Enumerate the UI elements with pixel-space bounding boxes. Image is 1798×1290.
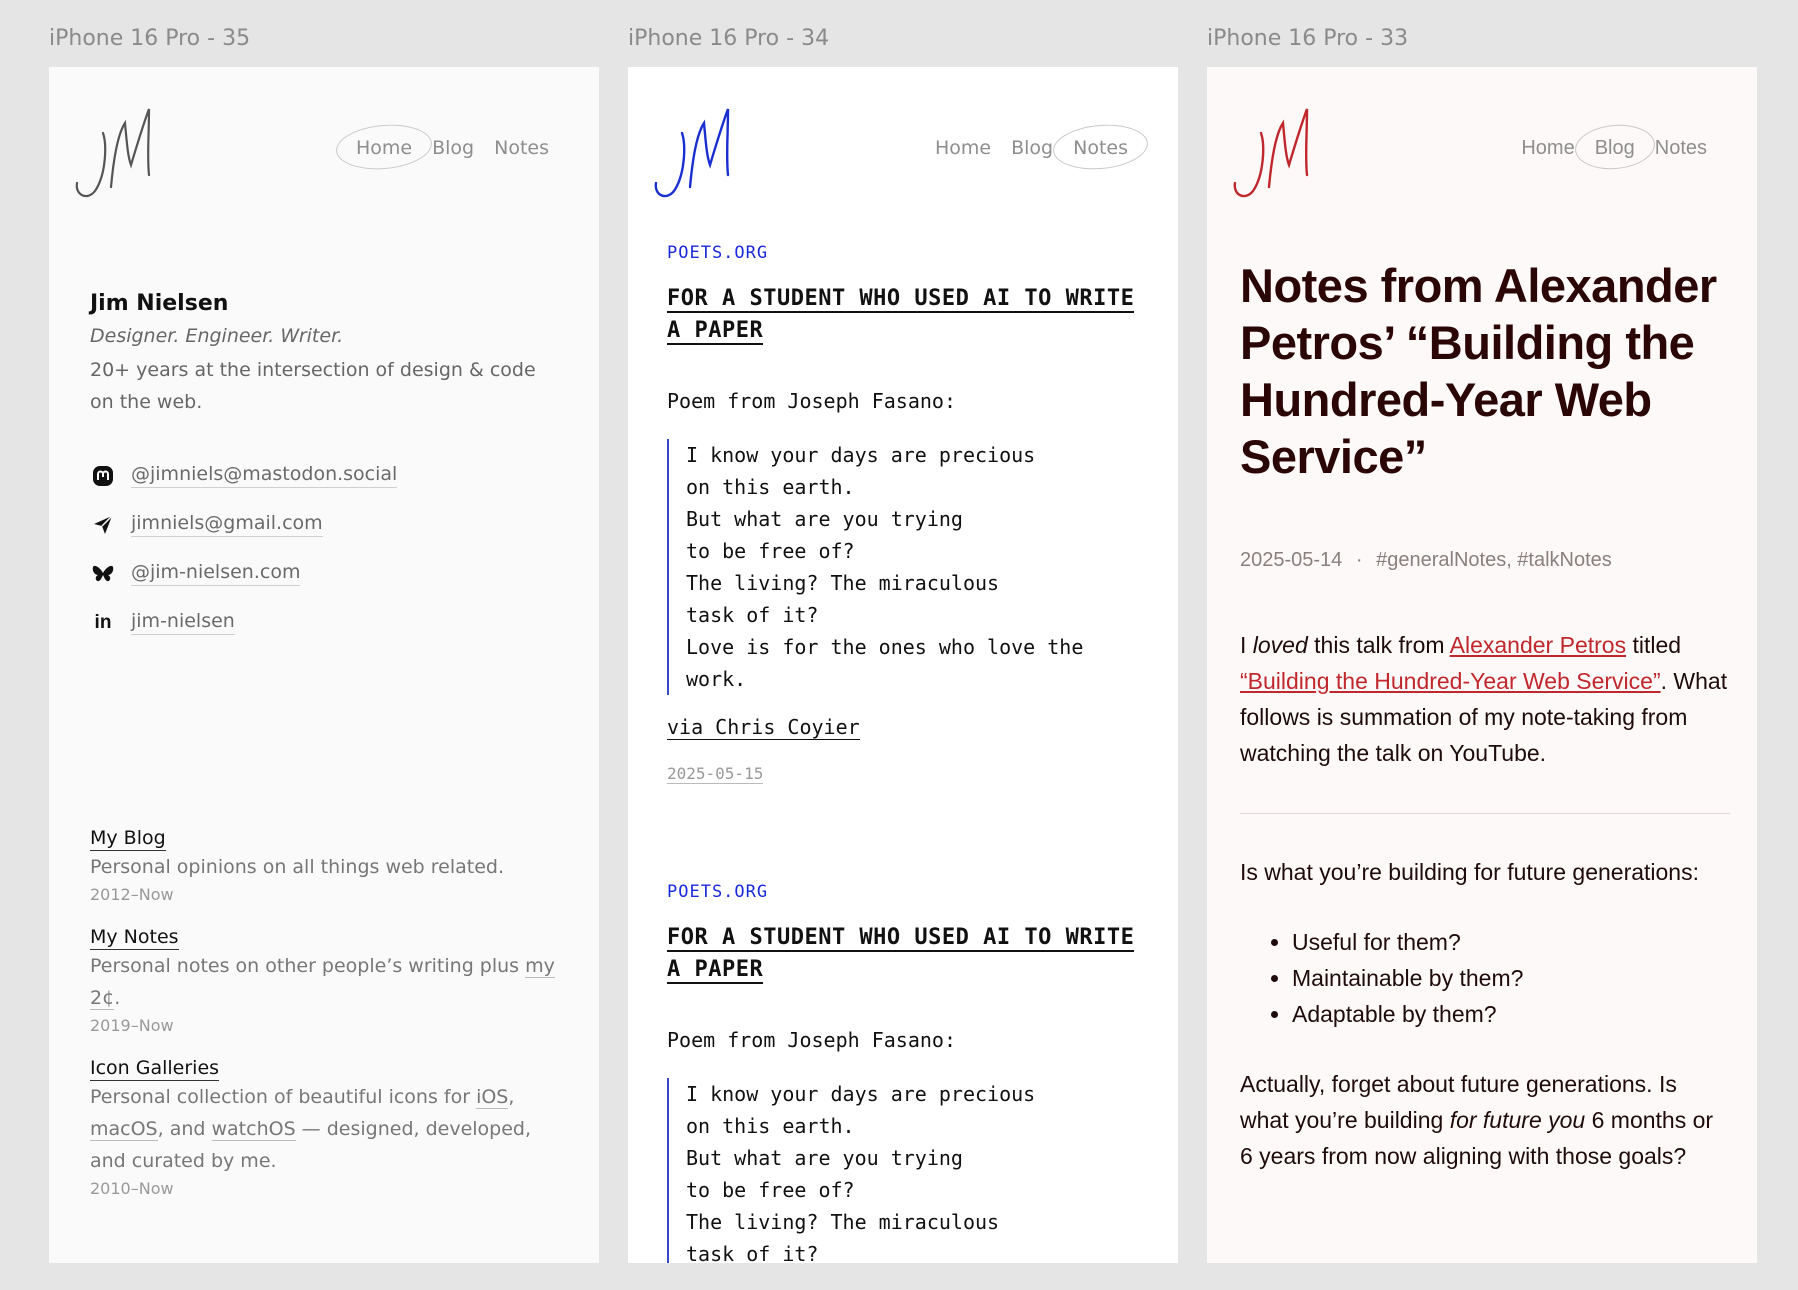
article-meta xyxy=(1240,549,1612,572)
article-paragraph: Is what you’re building for future generations: xyxy=(1240,859,1699,885)
meta-separator: · xyxy=(1355,549,1363,571)
butterfly-icon xyxy=(90,562,116,586)
notes-frame xyxy=(628,67,1178,1263)
quote-line: The living? The miraculous xyxy=(686,571,1000,595)
section-title-link[interactable]: My Notes xyxy=(90,926,179,948)
note-title[interactable] xyxy=(667,283,1147,347)
article-body xyxy=(1240,627,1730,1174)
note-intro: Poem from Joseph Fasano: xyxy=(667,1028,956,1052)
blog-frame xyxy=(1207,67,1757,1263)
quote-line: on this earth. xyxy=(686,1114,855,1138)
mastodon-icon xyxy=(90,464,116,488)
emphasis: loved xyxy=(1252,632,1308,658)
section-date: 2019–Now xyxy=(90,1016,174,1035)
quote-line: I know your days are precious xyxy=(686,1082,1036,1106)
article-paragraph xyxy=(1240,1066,1730,1174)
article-tags[interactable]: #generalNotes, #talkNotes xyxy=(1376,549,1612,571)
article-paragraph xyxy=(1240,627,1730,771)
nav-notes[interactable]: Notes xyxy=(1654,137,1707,159)
note-blockquote xyxy=(667,439,1147,695)
home-frame xyxy=(49,67,599,1263)
note-blockquote xyxy=(667,1078,1147,1263)
quote-line: task of it? xyxy=(686,1242,819,1263)
contact-text[interactable]: @jim-nielsen.com xyxy=(131,561,300,586)
contact-text[interactable]: jim-nielsen xyxy=(131,610,235,635)
list-item: • Useful for them? xyxy=(1292,924,1730,960)
desc-text: — designed, developed, and curated by me. xyxy=(90,1118,532,1172)
note-source[interactable]: POETS.ORG xyxy=(667,882,769,902)
text: 6 months or 6 years from now aligning with those goals? xyxy=(1240,1107,1714,1169)
nav-notes[interactable]: Notes xyxy=(1063,137,1138,159)
signature-logo-icon[interactable] xyxy=(1231,95,1321,205)
section-desc xyxy=(90,950,560,1014)
section-icon-galleries xyxy=(90,1057,560,1198)
nav-bar xyxy=(1511,137,1717,160)
note-source[interactable]: POETS.ORG xyxy=(667,243,769,263)
ios-link[interactable]: iOS xyxy=(476,1086,509,1108)
quote-line: to be free of? xyxy=(686,539,855,563)
contact-text[interactable]: jimniels@gmail.com xyxy=(131,512,323,537)
my-2c-link[interactable]: my 2¢ xyxy=(90,955,555,1009)
contact-bluesky[interactable] xyxy=(90,549,397,598)
contact-text[interactable]: @jimniels@mastodon.social xyxy=(131,463,397,488)
contact-list xyxy=(90,451,397,647)
section-date: 2010–Now xyxy=(90,1179,174,1198)
desc-text: Personal collection of beautiful icons for xyxy=(90,1086,477,1108)
nav-notes[interactable]: Notes xyxy=(494,137,549,159)
quote-line: But what are you trying xyxy=(686,507,963,531)
list-item: • Maintainable by them? xyxy=(1292,960,1730,996)
signature-logo-icon[interactable] xyxy=(652,95,742,205)
note-post xyxy=(667,243,1147,784)
desc-text: , xyxy=(508,1086,515,1108)
watchos-link[interactable]: watchOS xyxy=(211,1118,296,1140)
bullet-list xyxy=(1292,924,1730,1032)
frame-label: iPhone 16 Pro - 34 xyxy=(628,26,830,51)
text: this talk from xyxy=(1307,632,1450,658)
frame-label: iPhone 16 Pro - 33 xyxy=(1207,26,1409,51)
quote-line: I know your days are precious xyxy=(686,443,1036,467)
profile-bio: 20+ years at the intersection of design & code on the web. xyxy=(90,359,536,413)
frame-label: iPhone 16 Pro - 35 xyxy=(49,26,251,51)
section-notes xyxy=(90,926,560,1035)
nav-home[interactable]: Home xyxy=(935,137,992,159)
note-title[interactable] xyxy=(667,922,1147,986)
quote-line: The living? The miraculous xyxy=(686,1210,1000,1234)
profile-tagline: Designer. Engineer. Writer. xyxy=(90,325,344,347)
note-intro: Poem from Joseph Fasano: xyxy=(667,389,956,413)
section-list xyxy=(90,827,560,1220)
section-date: 2012–Now xyxy=(90,885,174,904)
text: . What follows is summation of my note-taking from watching the talk on YouTube. xyxy=(1240,668,1728,766)
desc-text: . xyxy=(114,987,121,1009)
quote-line: But what are you trying xyxy=(686,1146,963,1170)
text: titled xyxy=(1626,632,1682,658)
list-item: • Adaptable by them? xyxy=(1292,996,1730,1032)
nav-bar xyxy=(925,137,1138,159)
nav-blog[interactable]: Blog xyxy=(432,137,475,159)
contact-mastodon[interactable] xyxy=(90,451,397,500)
section-title-link[interactable]: My Blog xyxy=(90,827,166,849)
divider xyxy=(1240,813,1730,814)
quote-line: on this earth. xyxy=(686,475,855,499)
note-post xyxy=(667,882,1147,1263)
nav-home[interactable]: Home xyxy=(1521,137,1575,159)
section-desc xyxy=(90,1081,560,1177)
article-date[interactable]: 2025-05-14 xyxy=(1240,549,1343,571)
nav-bar xyxy=(346,137,559,159)
signature-logo-icon[interactable] xyxy=(73,95,163,205)
linkedin-icon: in xyxy=(94,611,112,633)
contact-linkedin[interactable] xyxy=(90,598,397,647)
macos-link[interactable]: macOS xyxy=(90,1118,158,1140)
profile-name: Jim Nielsen xyxy=(90,291,229,316)
text: I xyxy=(1240,632,1253,658)
nav-blog[interactable]: Blog xyxy=(1011,137,1054,159)
paper-plane-icon xyxy=(90,513,116,537)
desc-text: Personal notes on other people’s writing plus xyxy=(90,955,526,977)
section-blog xyxy=(90,827,560,904)
section-title-link[interactable]: Icon Galleries xyxy=(90,1057,220,1079)
emphasis: for future you xyxy=(1449,1107,1586,1133)
contact-email[interactable] xyxy=(90,500,397,549)
article-title: Notes from Alexander Petros’ “Building the Hundred-Year Web Service” xyxy=(1240,259,1717,483)
quote-line: task of it? xyxy=(686,603,819,627)
desc-text: , and xyxy=(157,1118,212,1140)
section-desc: Personal opinions on all things web related. xyxy=(90,856,505,878)
text: Actually, forget about future generations. Is what you’re building xyxy=(1240,1071,1677,1133)
note-title-text[interactable]: FOR A STUDENT WHO USED AI TO WRITE A PAPER xyxy=(667,925,1135,982)
note-title-text[interactable]: FOR A STUDENT WHO USED AI TO WRITE A PAPER xyxy=(667,286,1135,343)
nav-home[interactable]: Home xyxy=(346,137,422,159)
quote-line: Love is for the ones who love the work. xyxy=(686,635,1084,691)
nav-blog[interactable]: Blog xyxy=(1585,137,1645,160)
talk-link[interactable]: “Building the Hundred-Year Web Service” xyxy=(1240,668,1661,694)
quote-line: to be free of? xyxy=(686,1178,855,1202)
via-link[interactable]: via Chris Coyier xyxy=(667,715,860,739)
author-link[interactable]: Alexander Petros xyxy=(1449,632,1627,658)
note-date-link[interactable]: 2025-05-15 xyxy=(667,764,764,783)
